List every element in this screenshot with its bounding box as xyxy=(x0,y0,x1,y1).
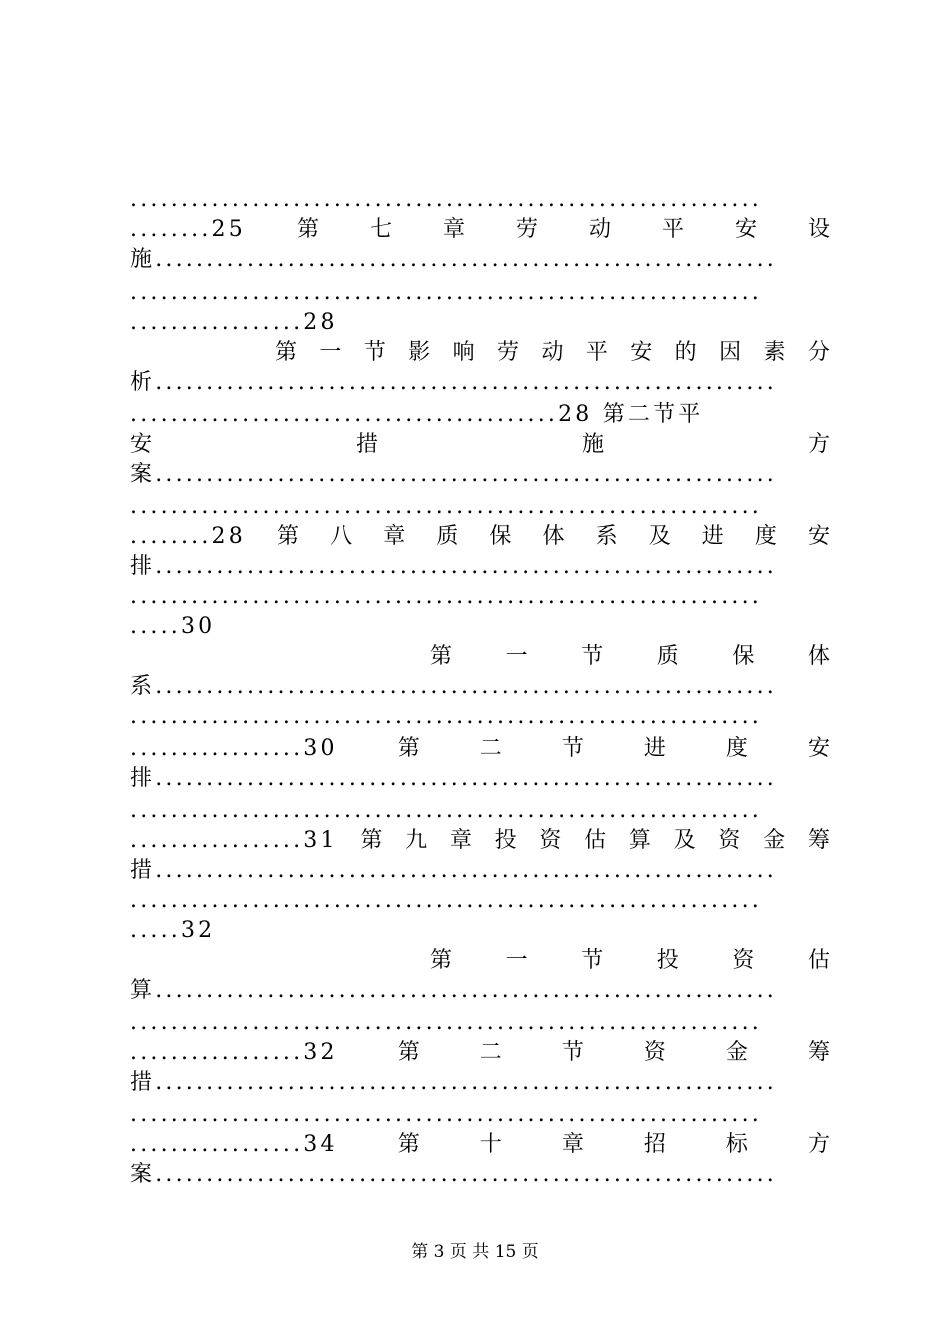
toc-cell: 一 xyxy=(319,340,342,365)
toc-cell: 招 xyxy=(643,1132,666,1157)
toc-cell: 安 xyxy=(734,217,757,242)
toc-cell: 第 xyxy=(277,524,300,549)
toc-cell: 方 xyxy=(807,1132,830,1157)
toc-line: 系............................................................. xyxy=(130,674,777,699)
toc-cell: 章 xyxy=(561,1132,584,1157)
toc-line: ..........................................28 第二节平 xyxy=(130,402,704,427)
toc-cell: .................31 xyxy=(130,828,338,853)
toc-cell: 度 xyxy=(725,736,748,761)
toc-cell: 保 xyxy=(732,644,755,669)
page-footer: 第 3 页 共 15 页 xyxy=(411,1242,539,1262)
toc-cell: .................32 xyxy=(130,1040,338,1065)
toc-cell: 保 xyxy=(489,524,512,549)
toc-cell: 金 xyxy=(725,1040,748,1065)
toc-cell: 动 xyxy=(541,340,564,365)
toc-cell: 第 xyxy=(430,948,453,973)
toc-cell: 劳 xyxy=(515,217,538,242)
toc-cell: 体 xyxy=(542,524,565,549)
toc-cell: 措 xyxy=(355,432,378,457)
toc-cell: 进 xyxy=(643,736,666,761)
toc-cell: 影 xyxy=(408,340,431,365)
toc-line: 排............................................................. xyxy=(130,554,777,579)
toc-cell: 响 xyxy=(452,340,475,365)
toc-line xyxy=(130,1038,830,1068)
toc-cell: 一 xyxy=(505,948,528,973)
toc-cell: 质 xyxy=(436,524,459,549)
toc-cell: 资 xyxy=(732,948,755,973)
toc-cell: 章 xyxy=(442,217,465,242)
toc-cell: 资 xyxy=(643,1040,666,1065)
toc-line xyxy=(130,522,830,552)
toc-cell: 进 xyxy=(701,524,724,549)
toc-cell: 第 xyxy=(296,217,319,242)
toc-cell: 分 xyxy=(807,340,830,365)
toc-line xyxy=(430,642,830,672)
toc-line: .............................................................. xyxy=(130,280,762,305)
toc-line: 排............................................................. xyxy=(130,766,777,791)
toc-cell: 劳 xyxy=(497,340,520,365)
toc-line xyxy=(130,734,830,764)
toc-line: .............................................................. xyxy=(130,798,762,823)
toc-line: .....30 xyxy=(130,614,216,639)
toc-cell: 金 xyxy=(763,828,786,853)
toc-cell: 二 xyxy=(479,736,502,761)
toc-line xyxy=(130,215,830,245)
toc-cell: 节 xyxy=(581,948,604,973)
toc-cell: 及 xyxy=(673,828,696,853)
toc-cell: 节 xyxy=(561,1040,584,1065)
toc-cell: 投 xyxy=(494,828,517,853)
toc-line: 析............................................................. xyxy=(130,370,777,395)
toc-cell: 体 xyxy=(807,644,830,669)
toc-cell: 安 xyxy=(130,432,153,457)
toc-cell: 质 xyxy=(656,644,679,669)
toc-cell: 及 xyxy=(648,524,671,549)
toc-line: .............................................................. xyxy=(130,584,762,609)
toc-cell: 动 xyxy=(588,217,611,242)
toc-line: 案............................................................. xyxy=(130,462,777,487)
toc-line: .............................................................. xyxy=(130,494,762,519)
toc-cell: 素 xyxy=(763,340,786,365)
toc-cell: 筹 xyxy=(807,828,830,853)
toc-cell: 平 xyxy=(585,340,608,365)
toc-cell: 二 xyxy=(479,1040,502,1065)
toc-cell: 第 xyxy=(360,828,383,853)
toc-line: 算............................................................. xyxy=(130,978,777,1003)
toc-line: .............................................................. xyxy=(130,888,762,913)
toc-cell: 第 xyxy=(397,736,420,761)
toc-cell: 设 xyxy=(807,217,830,242)
toc-cell: 安 xyxy=(630,340,653,365)
toc-line: .................28 xyxy=(130,310,338,335)
toc-cell: 平 xyxy=(661,217,684,242)
toc-cell: 估 xyxy=(584,828,607,853)
toc-cell: 节 xyxy=(363,340,386,365)
toc-cell: 资 xyxy=(539,828,562,853)
toc-line xyxy=(130,826,830,856)
toc-cell: 八 xyxy=(330,524,353,549)
toc-cell: 第 xyxy=(397,1132,420,1157)
toc-cell: 一 xyxy=(505,644,528,669)
toc-line: 案............................................................. xyxy=(130,1162,777,1187)
toc-line xyxy=(130,1130,830,1160)
toc-cell: 章 xyxy=(383,524,406,549)
toc-line: .............................................................. xyxy=(130,704,762,729)
toc-cell: 安 xyxy=(807,524,830,549)
toc-cell: 标 xyxy=(725,1132,748,1157)
toc-cell: 七 xyxy=(369,217,392,242)
toc-cell: .................34 xyxy=(130,1132,338,1157)
toc-line xyxy=(275,338,830,368)
toc-cell: 第 xyxy=(430,644,453,669)
toc-cell: 筹 xyxy=(807,1040,830,1065)
toc-line: .............................................................. xyxy=(130,1102,762,1127)
toc-line: .............................................................. xyxy=(130,187,762,212)
toc-line: 措............................................................. xyxy=(130,858,777,883)
toc-cell: 度 xyxy=(754,524,777,549)
toc-cell: ........25 xyxy=(130,217,246,242)
toc-cell: 九 xyxy=(405,828,428,853)
toc-cell: 十 xyxy=(479,1132,502,1157)
toc-cell: ........28 xyxy=(130,524,246,549)
toc-line: 措............................................................. xyxy=(130,1070,777,1095)
toc-cell: .................30 xyxy=(130,736,338,761)
toc-cell: 章 xyxy=(449,828,472,853)
toc-cell: 第 xyxy=(275,340,298,365)
toc-line xyxy=(430,946,830,976)
toc-cell: 系 xyxy=(595,524,618,549)
toc-cell: 方 xyxy=(807,432,830,457)
toc-cell: 节 xyxy=(581,644,604,669)
toc-cell: 安 xyxy=(807,736,830,761)
toc-cell: 资 xyxy=(718,828,741,853)
toc-cell: 节 xyxy=(561,736,584,761)
toc-cell: 因 xyxy=(719,340,742,365)
toc-line xyxy=(130,430,830,460)
toc-cell: 第 xyxy=(397,1040,420,1065)
toc-line: .....32 xyxy=(130,918,216,943)
toc-cell: 算 xyxy=(628,828,651,853)
toc-cell: 投 xyxy=(656,948,679,973)
toc-cell: 估 xyxy=(807,948,830,973)
toc-line: .............................................................. xyxy=(130,1010,762,1035)
toc-line: 施............................................................. xyxy=(130,247,777,272)
toc-cell: 施 xyxy=(581,432,604,457)
toc-cell: 的 xyxy=(674,340,697,365)
